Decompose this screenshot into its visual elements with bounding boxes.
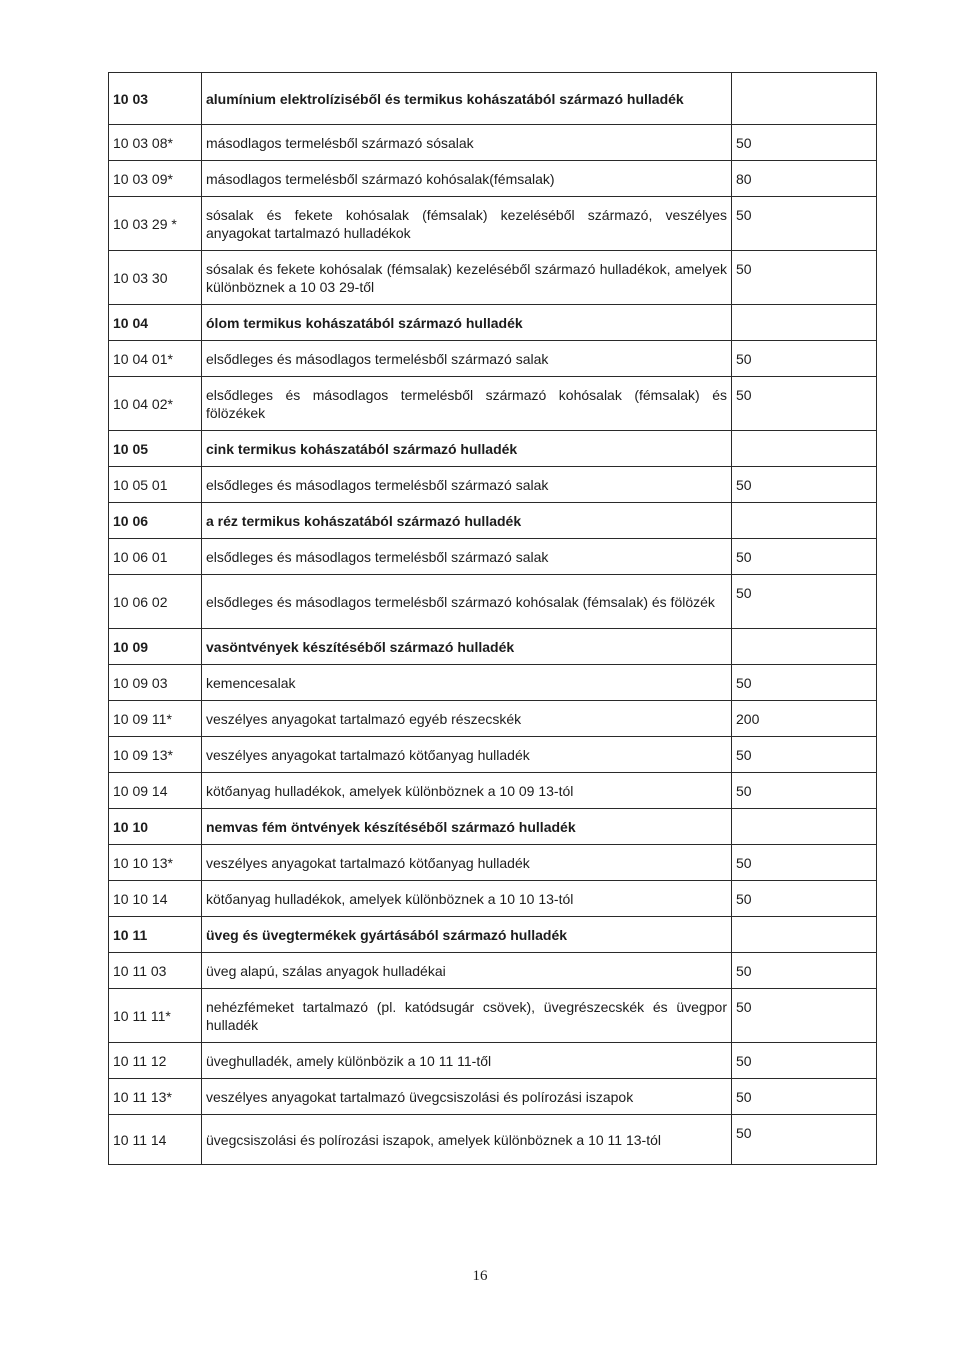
description-cell: sósalak és fekete kohósalak (fémsalak) kezeléséből származó, veszélyes anyagokat tartalmazó hulladékok bbox=[202, 197, 732, 251]
code-cell: 10 03 30 bbox=[109, 251, 202, 305]
group-row bbox=[109, 503, 877, 539]
group-row bbox=[109, 305, 877, 341]
table-row bbox=[109, 989, 877, 1043]
description-cell: veszélyes anyagokat tartalmazó kötőanyag hulladék bbox=[202, 845, 732, 881]
code-cell: 10 11 bbox=[109, 917, 202, 953]
value-cell: 50 bbox=[732, 377, 877, 431]
code-cell: 10 09 03 bbox=[109, 665, 202, 701]
code-cell: 10 10 13* bbox=[109, 845, 202, 881]
description-cell: másodlagos termelésből származó sósalak bbox=[202, 125, 732, 161]
code-cell: 10 06 02 bbox=[109, 575, 202, 629]
value-cell bbox=[732, 503, 877, 539]
value-cell: 50 bbox=[732, 341, 877, 377]
code-cell: 10 09 14 bbox=[109, 773, 202, 809]
table-row bbox=[109, 251, 877, 305]
description-cell: üvegcsiszolási és polírozási iszapok, amelyek különböznek a 10 11 13-tól bbox=[202, 1115, 732, 1165]
description-cell: kötőanyag hulladékok, amelyek különböznek a 10 09 13-tól bbox=[202, 773, 732, 809]
code-cell: 10 11 13* bbox=[109, 1079, 202, 1115]
table-row bbox=[109, 467, 877, 503]
code-cell: 10 05 01 bbox=[109, 467, 202, 503]
description-cell: alumínium elektrolíziséből és termikus kohászatából származó hulladék bbox=[202, 73, 732, 125]
table-row bbox=[109, 539, 877, 575]
table-row bbox=[109, 197, 877, 251]
table-row bbox=[109, 953, 877, 989]
value-cell: 50 bbox=[732, 575, 877, 629]
page-number: 16 bbox=[472, 1268, 488, 1284]
description-cell: sósalak és fekete kohósalak (fémsalak) kezeléséből származó hulladékok, amelyek különböznek a 10 03 29-től bbox=[202, 251, 732, 305]
description-cell: másodlagos termelésből származó kohósalak(fémsalak) bbox=[202, 161, 732, 197]
code-cell: 10 06 bbox=[109, 503, 202, 539]
description-cell: elsődleges és másodlagos termelésből származó kohósalak (fémsalak) és fölözék bbox=[202, 575, 732, 629]
value-cell: 50 bbox=[732, 1043, 877, 1079]
value-cell: 50 bbox=[732, 467, 877, 503]
code-cell: 10 05 bbox=[109, 431, 202, 467]
value-cell bbox=[732, 305, 877, 341]
value-cell: 50 bbox=[732, 1079, 877, 1115]
description-cell: ólom termikus kohászatából származó hulladék bbox=[202, 305, 732, 341]
value-cell: 50 bbox=[732, 773, 877, 809]
table-row bbox=[109, 1079, 877, 1115]
code-cell: 10 04 bbox=[109, 305, 202, 341]
value-cell: 200 bbox=[732, 701, 877, 737]
table-row bbox=[109, 575, 877, 629]
table-row bbox=[109, 377, 877, 431]
value-cell: 50 bbox=[732, 197, 877, 251]
description-cell: elsődleges és másodlagos termelésből származó kohósalak (fémsalak) és fölözékek bbox=[202, 377, 732, 431]
code-cell: 10 09 bbox=[109, 629, 202, 665]
code-cell: 10 10 bbox=[109, 809, 202, 845]
value-cell: 50 bbox=[732, 953, 877, 989]
value-cell: 50 bbox=[732, 881, 877, 917]
description-cell: nemvas fém öntvények készítéséből származó hulladék bbox=[202, 809, 732, 845]
table-row bbox=[109, 1115, 877, 1165]
table-row bbox=[109, 773, 877, 809]
description-cell: a réz termikus kohászatából származó hulladék bbox=[202, 503, 732, 539]
table-body bbox=[109, 73, 877, 1165]
value-cell bbox=[732, 917, 877, 953]
description-cell: veszélyes anyagokat tartalmazó üvegcsiszolási és polírozási iszapok bbox=[202, 1079, 732, 1115]
table-row bbox=[109, 737, 877, 773]
code-cell: 10 11 11* bbox=[109, 989, 202, 1043]
table-row bbox=[109, 881, 877, 917]
code-cell: 10 03 bbox=[109, 73, 202, 125]
code-cell: 10 10 14 bbox=[109, 881, 202, 917]
description-cell: veszélyes anyagokat tartalmazó egyéb részecskék bbox=[202, 701, 732, 737]
description-cell: vasöntvények készítéséből származó hulladék bbox=[202, 629, 732, 665]
description-cell: nehézfémeket tartalmazó (pl. katódsugár csövek), üvegrészecskék és üvegpor hulladék bbox=[202, 989, 732, 1043]
code-cell: 10 09 11* bbox=[109, 701, 202, 737]
value-cell: 50 bbox=[732, 125, 877, 161]
table-row bbox=[109, 341, 877, 377]
code-cell: 10 04 02* bbox=[109, 377, 202, 431]
description-cell: elsődleges és másodlagos termelésből származó salak bbox=[202, 467, 732, 503]
description-cell: elsődleges és másodlagos termelésből származó salak bbox=[202, 341, 732, 377]
value-cell bbox=[732, 809, 877, 845]
code-cell: 10 11 03 bbox=[109, 953, 202, 989]
group-row bbox=[109, 73, 877, 125]
group-row bbox=[109, 809, 877, 845]
value-cell bbox=[732, 629, 877, 665]
value-cell: 80 bbox=[732, 161, 877, 197]
group-row bbox=[109, 917, 877, 953]
value-cell: 50 bbox=[732, 539, 877, 575]
description-cell: veszélyes anyagokat tartalmazó kötőanyag hulladék bbox=[202, 737, 732, 773]
code-cell: 10 06 01 bbox=[109, 539, 202, 575]
table-row bbox=[109, 665, 877, 701]
description-cell: kötőanyag hulladékok, amelyek különböznek a 10 10 13-tól bbox=[202, 881, 732, 917]
value-cell bbox=[732, 431, 877, 467]
table-row bbox=[109, 701, 877, 737]
value-cell: 50 bbox=[732, 989, 877, 1043]
description-cell: üveghulladék, amely különbözik a 10 11 11-től bbox=[202, 1043, 732, 1079]
waste-code-table bbox=[108, 72, 877, 1165]
description-cell: cink termikus kohászatából származó hulladék bbox=[202, 431, 732, 467]
code-cell: 10 11 12 bbox=[109, 1043, 202, 1079]
code-cell: 10 03 09* bbox=[109, 161, 202, 197]
description-cell: kemencesalak bbox=[202, 665, 732, 701]
code-cell: 10 03 29 * bbox=[109, 197, 202, 251]
code-cell: 10 09 13* bbox=[109, 737, 202, 773]
table-row bbox=[109, 845, 877, 881]
value-cell: 50 bbox=[732, 665, 877, 701]
table-row bbox=[109, 125, 877, 161]
group-row bbox=[109, 629, 877, 665]
value-cell: 50 bbox=[732, 1115, 877, 1165]
value-cell bbox=[732, 73, 877, 125]
description-cell: üveg alapú, szálas anyagok hulladékai bbox=[202, 953, 732, 989]
value-cell: 50 bbox=[732, 845, 877, 881]
table-row bbox=[109, 1043, 877, 1079]
code-cell: 10 03 08* bbox=[109, 125, 202, 161]
description-cell: elsődleges és másodlagos termelésből származó salak bbox=[202, 539, 732, 575]
table-row bbox=[109, 161, 877, 197]
description-cell: üveg és üvegtermékek gyártásából származó hulladék bbox=[202, 917, 732, 953]
code-cell: 10 11 14 bbox=[109, 1115, 202, 1165]
value-cell: 50 bbox=[732, 737, 877, 773]
group-row bbox=[109, 431, 877, 467]
code-cell: 10 04 01* bbox=[109, 341, 202, 377]
value-cell: 50 bbox=[732, 251, 877, 305]
